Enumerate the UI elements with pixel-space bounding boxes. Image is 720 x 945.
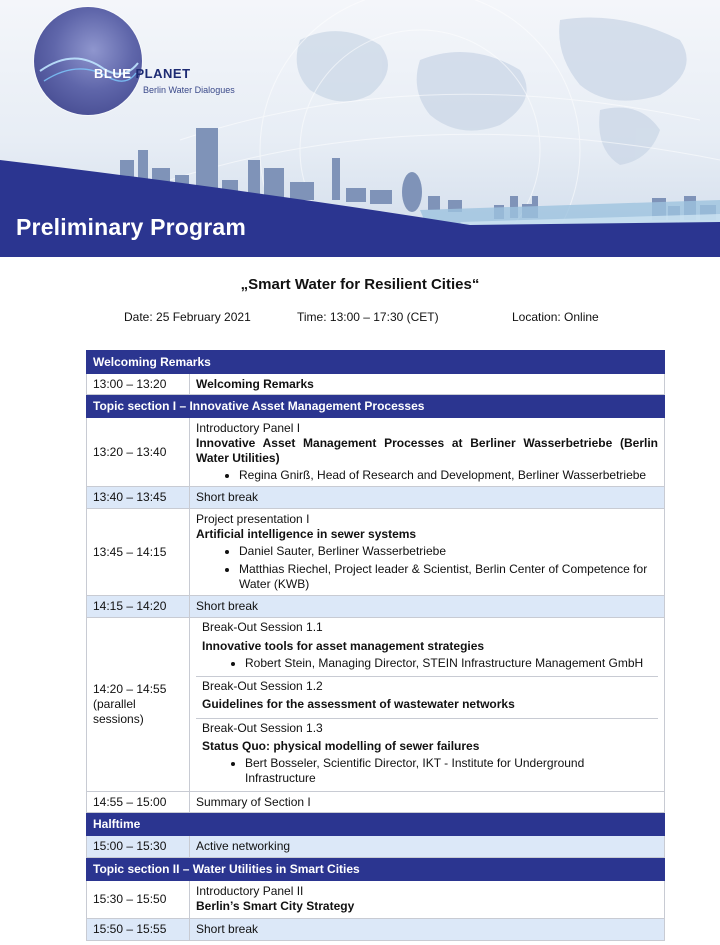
logo-word-blue: BLUE [94, 66, 132, 81]
agenda-title: Short break [190, 487, 665, 509]
agenda-row [87, 487, 665, 509]
agenda-content [190, 881, 665, 919]
agenda-label: Introductory Panel I [196, 421, 301, 435]
agenda-time: 13:20 – 13:40 [87, 418, 190, 487]
section-header-row [87, 858, 665, 881]
section-header-row [87, 351, 665, 374]
breakout-sessions [190, 618, 665, 792]
agenda-row [87, 919, 665, 941]
agenda-title: Summary of Section I [190, 792, 665, 813]
agenda-row [87, 792, 665, 813]
section-title: Topic section II – Water Utilities in Smart Cities [87, 858, 665, 881]
agenda-title: Status Quo: physical modelling of sewer failures [202, 739, 480, 753]
agenda-title: Artificial intelligence in sewer systems [196, 527, 417, 541]
breakout-session [196, 677, 658, 719]
speaker-item: • Robert Stein, Managing Director, STEIN Infrastructure Management GmbH [245, 656, 652, 671]
agenda-time: 13:00 – 13:20 [87, 374, 190, 395]
speaker-item: • Bert Bosseler, Scientific Director, IKT - Institute for Underground Infrastructure [245, 756, 652, 786]
agenda-row [87, 509, 665, 596]
agenda-time: 13:40 – 13:45 [87, 487, 190, 509]
section-header-row [87, 395, 665, 418]
agenda-title: Short break [190, 596, 665, 618]
logo-wave-icon [34, 7, 142, 115]
agenda-time: 14:20 – 14:55 [93, 682, 167, 696]
agenda-title: Berlin’s Smart City Strategy [196, 899, 355, 913]
agenda-row [87, 418, 665, 487]
program-table [86, 350, 665, 941]
agenda-time-note: (parallel sessions) [93, 697, 144, 726]
speaker-item: • Matthias Riechel, Project leader & Scientist, Berlin Center of Competence for Water (KWB) [239, 562, 658, 592]
logo-subtitle: Berlin Water Dialogues [143, 85, 235, 95]
speaker-list [202, 756, 652, 786]
agenda-time: 14:55 – 15:00 [87, 792, 190, 813]
event-location: Location: Online [512, 310, 599, 324]
page-title: Preliminary Program [16, 214, 247, 240]
agenda-title: Active networking [190, 836, 665, 858]
speaker-item: • Regina Gnirß, Head of Research and Development, Berliner Wasserbetriebe [239, 468, 658, 483]
agenda-label: Break-Out Session 1.3 [202, 721, 323, 735]
breakout-session [196, 618, 658, 677]
agenda-row [87, 618, 665, 792]
agenda-label: Project presentation I [196, 512, 310, 526]
agenda-time: 15:50 – 15:55 [87, 919, 190, 941]
event-subtitle: „Smart Water for Resilient Cities“ [240, 276, 480, 293]
speaker-list [196, 468, 658, 483]
agenda-time: 14:15 – 14:20 [87, 596, 190, 618]
logo-word-planet: PLANET [135, 66, 191, 81]
speaker-item: • Daniel Sauter, Berliner Wasserbetriebe [239, 544, 658, 559]
agenda-row [87, 596, 665, 618]
logo-wordmark [94, 66, 191, 81]
agenda-row [87, 374, 665, 395]
agenda-label: Introductory Panel II [196, 884, 304, 898]
agenda-time-cell [87, 618, 190, 792]
agenda-title: Guidelines for the assessment of wastewater networks [202, 697, 515, 711]
breakout-session [196, 719, 658, 791]
section-header-row [87, 813, 665, 836]
agenda-title: Welcoming Remarks [190, 374, 665, 395]
agenda-row [87, 836, 665, 858]
agenda-row [87, 881, 665, 919]
agenda-time: 15:30 – 15:50 [87, 881, 190, 919]
section-title: Topic section I – Innovative Asset Management Processes [87, 395, 665, 418]
event-time: Time: 13:00 – 17:30 (CET) [297, 310, 439, 324]
event-date: Date: 25 February 2021 [124, 310, 251, 324]
section-title: Halftime [87, 813, 665, 836]
speaker-list [196, 544, 658, 592]
agenda-content [190, 509, 665, 596]
section-title: Welcoming Remarks [87, 351, 665, 374]
speaker-list [202, 656, 652, 671]
agenda-title: Innovative tools for asset management strategies [202, 639, 485, 653]
agenda-title: Innovative Asset Management Processes at Berliner Wasserbetriebe (Berlin Water Utilities) [196, 436, 658, 465]
header-banner [0, 0, 720, 257]
agenda-time: 13:45 – 14:15 [87, 509, 190, 596]
agenda-label: Break-Out Session 1.1 [202, 620, 323, 634]
agenda-content [190, 418, 665, 487]
agenda-label: Break-Out Session 1.2 [202, 679, 323, 693]
agenda-title: Short break [190, 919, 665, 941]
agenda-time: 15:00 – 15:30 [87, 836, 190, 858]
